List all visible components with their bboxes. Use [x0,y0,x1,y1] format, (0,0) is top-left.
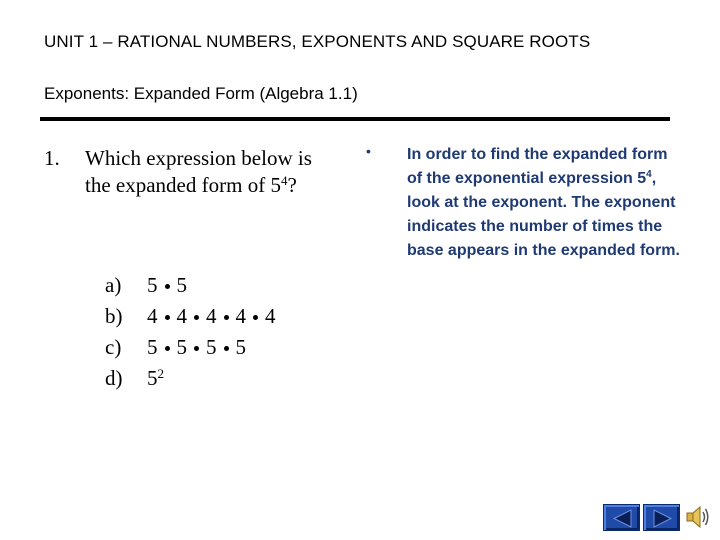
explanation-text [407,143,682,263]
choice-expression [147,334,246,361]
choice-expression [147,272,187,299]
term: 4 [147,304,158,328]
question-exponent: 4 [280,173,288,188]
unit-title: UNIT 1 – RATIONAL NUMBERS, EXPONENTS AND SQUARE ROOTS [44,32,591,51]
choice-letter: a) [105,273,122,297]
multiplication-dot-icon [194,315,199,320]
lesson-subtitle: Exponents: Expanded Form (Algebra 1.1) [44,84,358,103]
explanation-before: In order to find the expanded form of the exponential expression 5 [407,146,668,187]
choice-letter: c) [105,335,122,359]
multiplication-dot-icon [253,315,258,320]
header-divider [40,117,670,121]
choice-letter: d) [105,366,123,390]
explanation-after: , look at the exponent. The exponent indicates the number of times the base appears in the expanded form. [407,170,680,259]
question-block [44,145,344,199]
previous-slide-button[interactable] [603,504,640,531]
triangle-left-icon [604,505,641,532]
question-text [85,145,340,199]
question-end: ? [287,173,297,197]
question-base: 5 [270,173,281,197]
next-slide-button[interactable] [643,504,680,531]
question-prompt: Which expression below is the expanded form of [85,146,312,197]
multiplication-dot-icon [224,346,229,351]
multiplication-dot-icon [224,315,229,320]
multiplication-dot-icon [165,315,170,320]
multiplication-dot-icon [194,346,199,351]
term: 4 [206,304,217,328]
bullet-icon: • [366,143,371,159]
term: 4 [265,304,276,328]
choice-letter: b) [105,304,123,328]
choice-exponent: 2 [157,366,164,381]
term: 5 [147,273,158,297]
triangle-right-icon [644,505,681,532]
question-number: 1. [44,146,60,170]
explanation-exponent: 4 [646,169,652,180]
term: 5 [176,335,187,359]
speaker-icon[interactable] [685,503,711,531]
term: 5 [235,335,246,359]
term: 5 [147,335,158,359]
term: 5 [147,366,158,390]
multiplication-dot-icon [165,346,170,351]
term: 4 [235,304,246,328]
multiplication-dot-icon [165,284,170,289]
choice-expression [147,303,276,330]
term: 4 [176,304,187,328]
term: 5 [176,273,187,297]
choice-expression [147,365,164,392]
term: 5 [206,335,217,359]
